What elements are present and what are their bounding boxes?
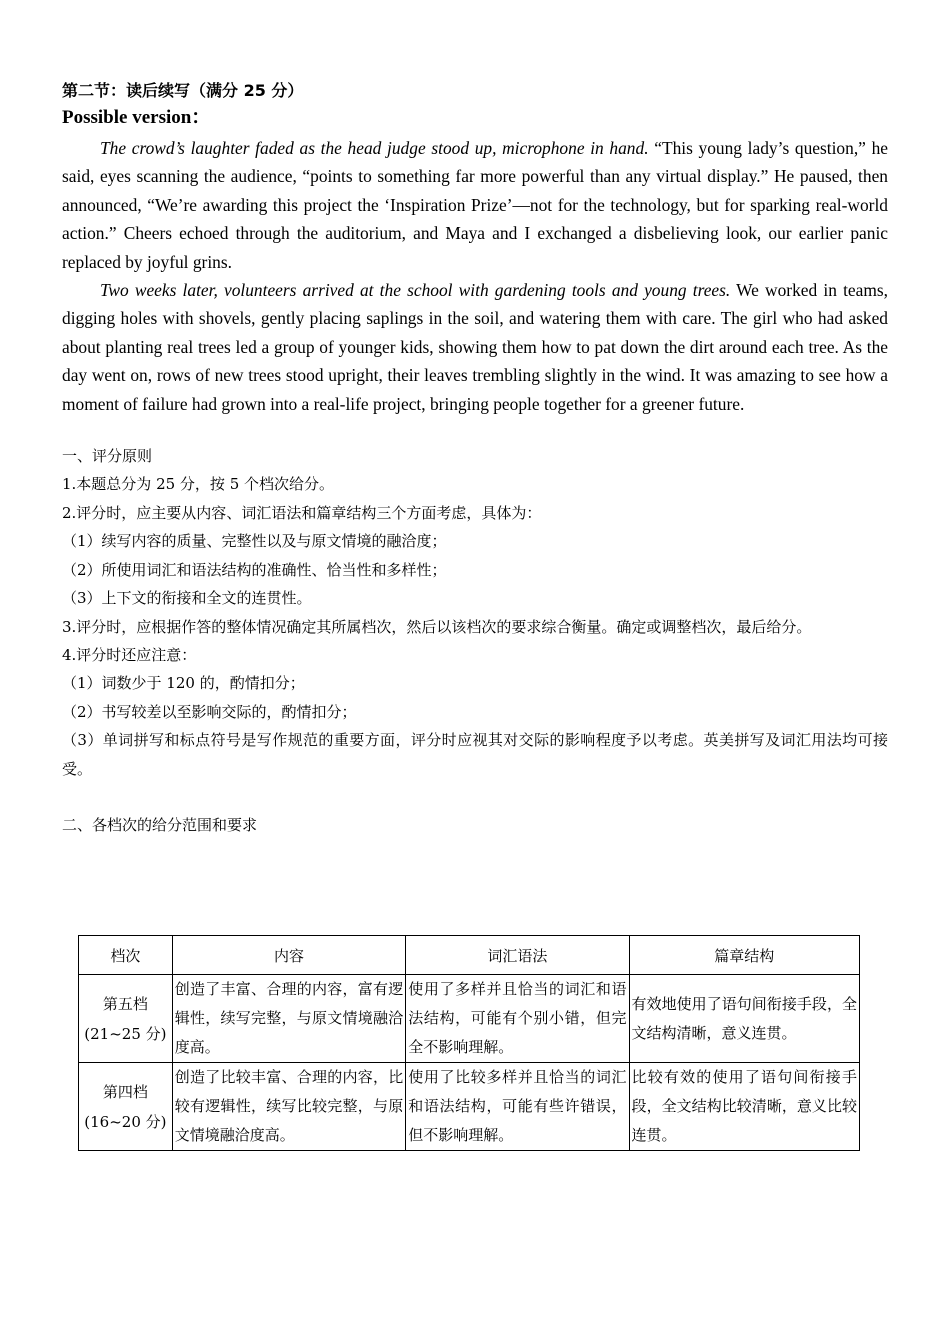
level-range: (21~25 分) (84, 1024, 167, 1043)
essay-p2-body: We worked in teams, digging holes with shovels, gently placing saplings in the soil, and watering them with care. The girl who had asked about planting real trees led a group of younger kids, showing them how to pat down the dirt around each tree. As the day went on, rows of new trees stood upright, their leaves trembling slightly in the wind. It was amazing to see how a moment of failure had grown into a real-life project, bringing people together for a greener future. (62, 280, 888, 414)
table-row (79, 1063, 860, 1151)
principle-line: （1）词数少于 120 的，酌情扣分； (62, 674, 305, 693)
header-vocab-grammar: 词汇语法 (406, 936, 629, 975)
principle-line: （2）书写较差以至影响交际的，酌情扣分； (62, 702, 357, 721)
grading-table (78, 935, 860, 1151)
possible-version-title: Possible version： (62, 107, 211, 128)
principle-line: 4.评分时还应注意： (62, 645, 197, 664)
section-title: 第二节：读后续写（满分 25 分） (62, 81, 304, 100)
vocab-cell: 使用了比较多样并且恰当的词汇和语法结构，可能有些许错误，但不影响理解。 (406, 1063, 629, 1151)
structure-cell: 有效地使用了语句间衔接手段，全文结构清晰，意义连贯。 (629, 975, 859, 1063)
level-name: 第四档 (102, 1082, 148, 1101)
level-cell (79, 1063, 173, 1151)
vocab-cell: 使用了多样并且恰当的词汇和语法结构，可能有个别小错，但完全不影响理解。 (406, 975, 629, 1063)
header-level: 档次 (79, 936, 173, 975)
document-page (62, 78, 888, 839)
table-row (79, 975, 860, 1063)
content-cell: 创造了丰富、合理的内容，富有逻辑性，续写完整，与原文情境融洽度高。 (172, 975, 405, 1063)
principle-line: 2.评分时，应主要从内容、词汇语法和篇章结构三个方面考虑，具体为： (62, 503, 542, 522)
principle-line: （2）所使用词汇和语法结构的准确性、恰当性和多样性； (62, 560, 447, 579)
header-content: 内容 (172, 936, 405, 975)
principle-line: （3）单词拼写和标点符号是写作规范的重要方面，评分时应视其对交际的影响程度予以考虑。英美拼写及词汇用法均可接受。 (62, 731, 888, 778)
principle-line: 1.本题总分为 25 分，按 5 个档次给分。 (62, 475, 335, 494)
content-cell: 创造了比较丰富、合理的内容，比较有逻辑性，续写比较完整，与原文情境融洽度高。 (172, 1063, 405, 1151)
essay-p1-opening: The crowd’s laughter faded as the head judge stood up, microphone in hand. (100, 138, 649, 158)
level-range: (16~20 分) (84, 1112, 167, 1131)
essay-p2-opening: Two weeks later, volunteers arrived at the school with gardening tools and young trees. (100, 280, 731, 301)
essay-paragraph-2 (62, 276, 888, 418)
essay-p1-body: “This young lady’s question,” he said, eyes scanning the audience, “points to something far more powerful than any virtual display.” He paused, then announced, “We’re awarding this project the ‘Inspiration Prize’—not for the technology, but for sparking real-world action.” Cheers echoed through the auditorium, and Maya and I exchanged a disbelieving look, our earlier panic replaced by joyful grins. (62, 138, 888, 272)
principle-line: （3）上下文的衔接和全文的连贯性。 (62, 589, 312, 608)
principle-line: （1）续写内容的质量、完整性以及与原文情境的融洽度； (62, 532, 447, 551)
level-name: 第五档 (102, 994, 148, 1013)
essay-paragraph-1 (62, 134, 888, 276)
principle-line: 3.评分时，应根据作答的整体情况确定其所属档次，然后以该档次的要求综合衡量。确定或调整档次，最后给分。 (62, 617, 812, 636)
levels-heading: 二、各档次的给分范围和要求 (62, 815, 258, 834)
principles-heading: 一、评分原则 (62, 447, 153, 466)
level-cell (79, 975, 173, 1063)
header-structure: 篇章结构 (629, 936, 859, 975)
table-header-row (79, 936, 860, 975)
structure-cell: 比较有效的使用了语句间衔接手段，全文结构比较清晰，意义比较连贯。 (629, 1063, 859, 1151)
